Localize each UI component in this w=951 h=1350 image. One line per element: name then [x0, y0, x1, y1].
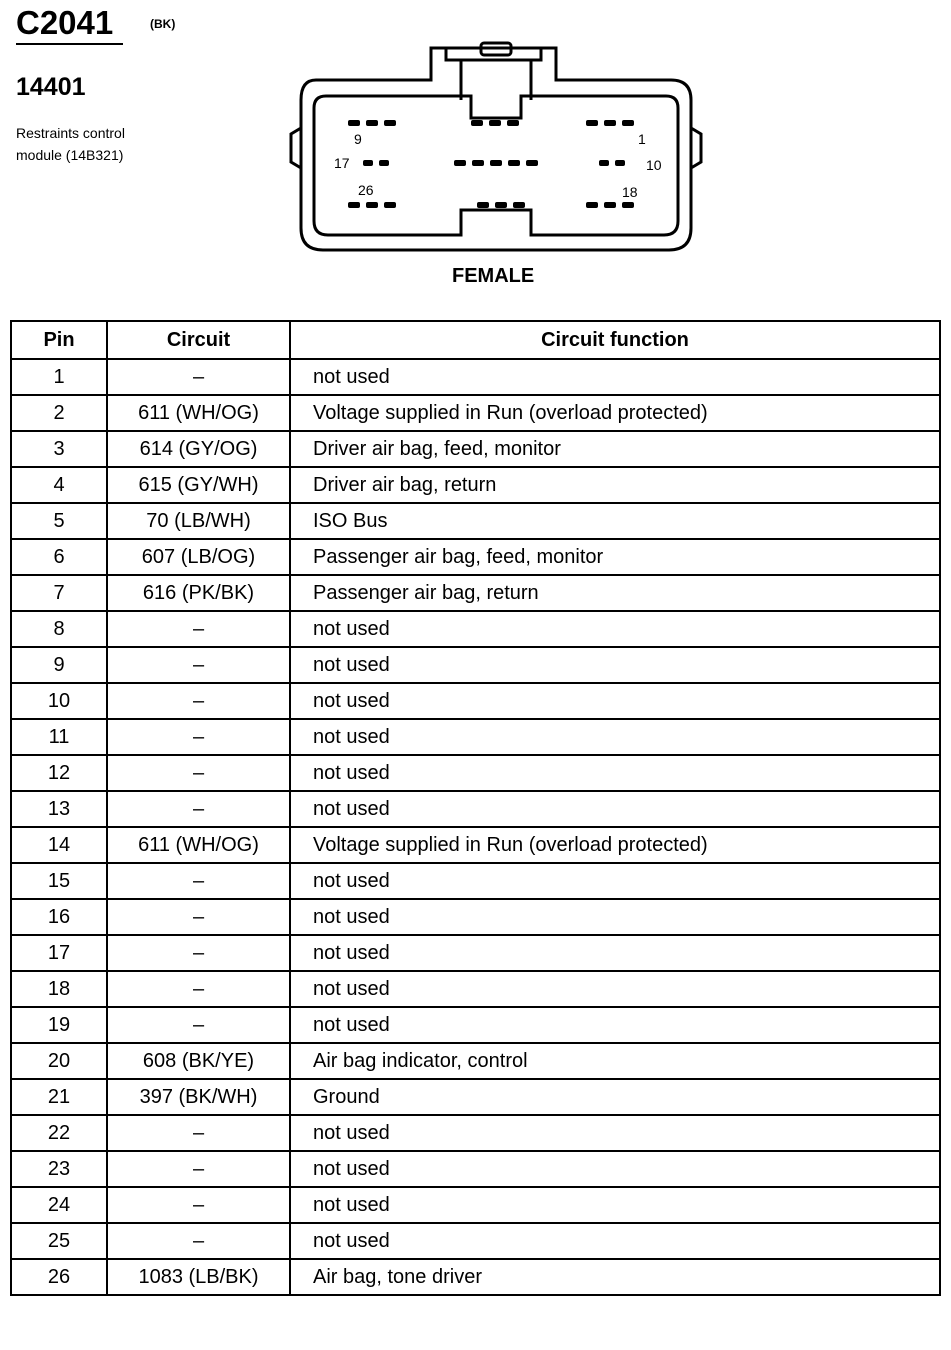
pin-cell: 12: [11, 755, 107, 791]
pin-cell: 19: [11, 1007, 107, 1043]
connector-color: (BK): [150, 17, 176, 31]
pin-cell: 15: [11, 863, 107, 899]
pin-label-1: 1: [638, 131, 646, 147]
circuit-cell: 611 (WH/OG): [107, 827, 290, 863]
pin-cell: 14: [11, 827, 107, 863]
circuit-function-cell: not used: [290, 791, 940, 827]
pin-cell: 16: [11, 899, 107, 935]
table-row: [11, 647, 940, 683]
pin-cell: 20: [11, 1043, 107, 1079]
table-row: [11, 575, 940, 611]
pin-cell: 2: [11, 395, 107, 431]
circuit-cell: –: [107, 683, 290, 719]
circuit-function-cell: Passenger air bag, return: [290, 575, 940, 611]
table-row: [11, 1115, 940, 1151]
pin-cell: 26: [11, 1259, 107, 1295]
circuit-function-cell: not used: [290, 899, 940, 935]
component-line-1: Restraints control: [16, 125, 125, 141]
pin-cell: 18: [11, 971, 107, 1007]
table-row: [11, 719, 940, 755]
table-row: [11, 899, 940, 935]
circuit-cell: 608 (BK/YE): [107, 1043, 290, 1079]
circuit-cell: –: [107, 1007, 290, 1043]
table-row: [11, 1259, 940, 1295]
circuit-cell: 614 (GY/OG): [107, 431, 290, 467]
pinout-rows: [11, 359, 940, 1295]
component-description: [16, 122, 216, 166]
circuit-cell: 607 (LB/OG): [107, 539, 290, 575]
table-row: [11, 827, 940, 863]
circuit-cell: –: [107, 1151, 290, 1187]
circuit-cell: –: [107, 719, 290, 755]
table-row: [11, 1043, 940, 1079]
pin-label-18: 18: [622, 184, 638, 200]
circuit-cell: –: [107, 935, 290, 971]
connector-outer-shell: [301, 48, 691, 250]
pin-cell: 23: [11, 1151, 107, 1187]
circuit-function-cell: not used: [290, 755, 940, 791]
table-row: [11, 503, 940, 539]
header-circuit-function: Circuit function: [290, 321, 940, 359]
circuit-function-cell: not used: [290, 1223, 940, 1259]
circuit-cell: –: [107, 755, 290, 791]
pin-cell: 25: [11, 1223, 107, 1259]
table-row: [11, 1079, 940, 1115]
circuit-cell: –: [107, 647, 290, 683]
circuit-function-cell: not used: [290, 1151, 940, 1187]
circuit-cell: –: [107, 863, 290, 899]
pin-label-10: 10: [646, 157, 662, 173]
pin-cell: 7: [11, 575, 107, 611]
circuit-cell: –: [107, 791, 290, 827]
pin-cell: 6: [11, 539, 107, 575]
pin-cell: 5: [11, 503, 107, 539]
table-row: [11, 863, 940, 899]
circuit-function-cell: not used: [290, 1007, 940, 1043]
circuit-function-cell: not used: [290, 935, 940, 971]
circuit-function-cell: ISO Bus: [290, 503, 940, 539]
table-row: [11, 395, 940, 431]
circuit-function-cell: Air bag, tone driver: [290, 1259, 940, 1295]
connector-face-diagram: [286, 38, 706, 258]
circuit-cell: 615 (GY/WH): [107, 467, 290, 503]
pin-cell: 17: [11, 935, 107, 971]
gender-label-wrap: [0, 265, 951, 288]
title-underline: [16, 43, 123, 45]
circuit-function-cell: not used: [290, 1115, 940, 1151]
circuit-cell: 70 (LB/WH): [107, 503, 290, 539]
circuit-cell: –: [107, 1115, 290, 1151]
pin-label-17: 17: [334, 155, 350, 171]
pin-cell: 11: [11, 719, 107, 755]
table-row: [11, 359, 940, 395]
circuit-function-cell: Voltage supplied in Run (overload protected): [290, 827, 940, 863]
table-row: [11, 791, 940, 827]
table-row: [11, 1187, 940, 1223]
circuit-function-cell: not used: [290, 611, 940, 647]
circuit-cell: 1083 (LB/BK): [107, 1259, 290, 1295]
circuit-cell: 616 (PK/BK): [107, 575, 290, 611]
header-pin: Pin: [11, 321, 107, 359]
circuit-function-cell: not used: [290, 863, 940, 899]
header-circuit: Circuit: [107, 321, 290, 359]
circuit-cell: 397 (BK/WH): [107, 1079, 290, 1115]
circuit-function-cell: Driver air bag, feed, monitor: [290, 431, 940, 467]
circuit-function-cell: not used: [290, 683, 940, 719]
component-line-2: module (14B321): [16, 147, 124, 163]
circuit-cell: –: [107, 1187, 290, 1223]
circuit-cell: –: [107, 971, 290, 1007]
circuit-function-cell: Air bag indicator, control: [290, 1043, 940, 1079]
table-row: [11, 539, 940, 575]
table-row: [11, 1007, 940, 1043]
pin-cell: 22: [11, 1115, 107, 1151]
circuit-function-cell: not used: [290, 719, 940, 755]
gender-label: FEMALE: [452, 265, 535, 287]
pin-cell: 21: [11, 1079, 107, 1115]
table-row: [11, 755, 940, 791]
connector-id: C2041: [16, 4, 114, 41]
circuit-cell: –: [107, 611, 290, 647]
pin-label-9: 9: [354, 131, 362, 147]
circuit-function-cell: not used: [290, 647, 940, 683]
part-number: 14401: [16, 73, 86, 101]
table-row: [11, 683, 940, 719]
table-row: [11, 431, 940, 467]
table-row: [11, 1223, 940, 1259]
table-row: [11, 935, 940, 971]
table-header-row: [11, 321, 940, 359]
circuit-cell: 611 (WH/OG): [107, 395, 290, 431]
pin-cell: 4: [11, 467, 107, 503]
circuit-cell: –: [107, 359, 290, 395]
table-row: [11, 467, 940, 503]
circuit-cell: –: [107, 899, 290, 935]
pin-cell: 10: [11, 683, 107, 719]
circuit-function-cell: not used: [290, 359, 940, 395]
circuit-function-cell: Driver air bag, return: [290, 467, 940, 503]
circuit-function-cell: not used: [290, 971, 940, 1007]
table-row: [11, 1151, 940, 1187]
table-row: [11, 611, 940, 647]
pin-cell: 1: [11, 359, 107, 395]
pin-cell: 9: [11, 647, 107, 683]
pin-label-26: 26: [358, 182, 374, 198]
circuit-cell: –: [107, 1223, 290, 1259]
circuit-function-cell: Passenger air bag, feed, monitor: [290, 539, 940, 575]
pin-cell: 13: [11, 791, 107, 827]
table-row: [11, 971, 940, 1007]
circuit-function-cell: not used: [290, 1187, 940, 1223]
pin-cell: 3: [11, 431, 107, 467]
circuit-function-cell: Ground: [290, 1079, 940, 1115]
pin-cell: 24: [11, 1187, 107, 1223]
circuit-function-cell: Voltage supplied in Run (overload protected): [290, 395, 940, 431]
pinout-table: [10, 320, 941, 1296]
pin-cell: 8: [11, 611, 107, 647]
